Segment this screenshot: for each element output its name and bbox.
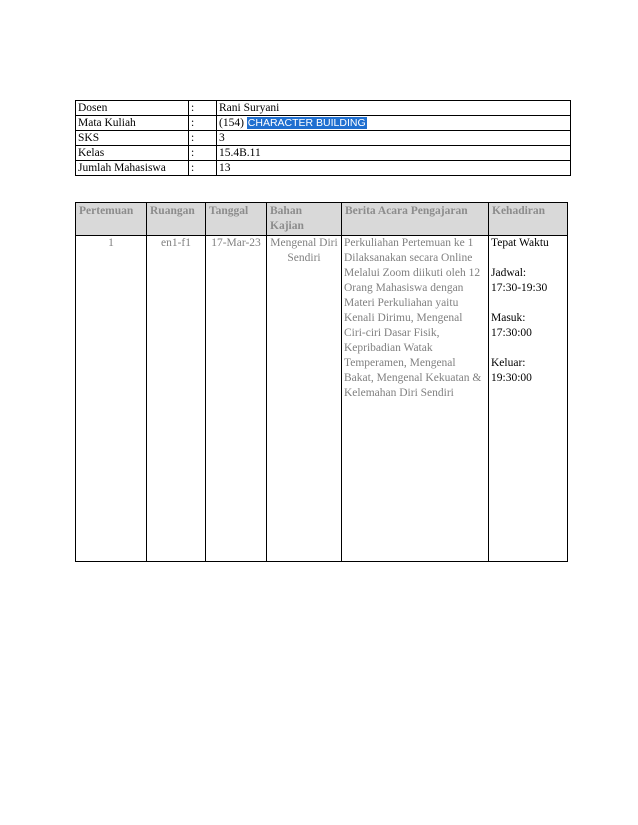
header-tanggal: Tanggal [206, 203, 267, 236]
jumlah-row [76, 161, 571, 176]
kelas-value: 15.4B.11 [217, 146, 571, 161]
table-header-row [76, 203, 568, 236]
header-ruangan: Ruangan [147, 203, 206, 236]
colon: : [189, 131, 217, 146]
table-row [76, 236, 568, 562]
matkul-row [76, 116, 571, 131]
keluar-value: 19:30:00 [491, 372, 532, 384]
masuk-label: Masuk: [491, 312, 526, 324]
jadwal-value: 17:30-19:30 [491, 282, 548, 294]
header-kehadiran: Kehadiran [489, 203, 568, 236]
colon: : [189, 161, 217, 176]
sks-value: 3 [217, 131, 571, 146]
cell-ruangan: en1-f1 [147, 236, 206, 562]
sks-label: SKS [76, 131, 189, 146]
colon: : [189, 101, 217, 116]
cell-pertemuan: 1 [76, 236, 147, 562]
teaching-log-table [75, 202, 568, 562]
dosen-row [76, 101, 571, 116]
cell-kehadiran [489, 236, 568, 562]
dosen-value: Rani Suryani [217, 101, 571, 116]
cell-tanggal: 17-Mar-23 [206, 236, 267, 562]
keluar-label: Keluar: [491, 357, 526, 369]
kelas-row [76, 146, 571, 161]
matkul-name-highlight: CHARACTER BUILDING [247, 117, 366, 129]
matkul-code: (154) [219, 117, 244, 129]
kelas-label: Kelas [76, 146, 189, 161]
dosen-label: Dosen [76, 101, 189, 116]
header-berita-acara: Berita Acara Pengajaran [342, 203, 489, 236]
matkul-label: Mata Kuliah [76, 116, 189, 131]
cell-berita-acara: Perkuliahan Pertemuan ke 1 Dilaksanakan secara Online Melalui Zoom diikuti oleh 12 Orang Mahasiswa dengan Materi Perkuliahan yaitu Kenali Dirimu, Mengenal Ciri-ciri Dasar Fisik, Kepribadian Watak Temperamen, Mengenal Bakat, Mengenal Kekuatan & Kelemahan Diri Sendiri [342, 236, 489, 562]
masuk-value: 17:30:00 [491, 327, 532, 339]
course-info-table [75, 100, 571, 176]
sks-row [76, 131, 571, 146]
jadwal-label: Jadwal: [491, 267, 527, 279]
cell-bahan-kajian: Mengenal Diri Sendiri [267, 236, 342, 562]
colon: : [189, 146, 217, 161]
kehadiran-status: Tepat Waktu [491, 237, 549, 249]
header-pertemuan: Pertemuan [76, 203, 147, 236]
jumlah-label: Jumlah Mahasiswa [76, 161, 189, 176]
matkul-value [217, 116, 571, 131]
colon: : [189, 116, 217, 131]
header-bahan-kajian: Bahan Kajian [267, 203, 342, 236]
jumlah-value: 13 [217, 161, 571, 176]
